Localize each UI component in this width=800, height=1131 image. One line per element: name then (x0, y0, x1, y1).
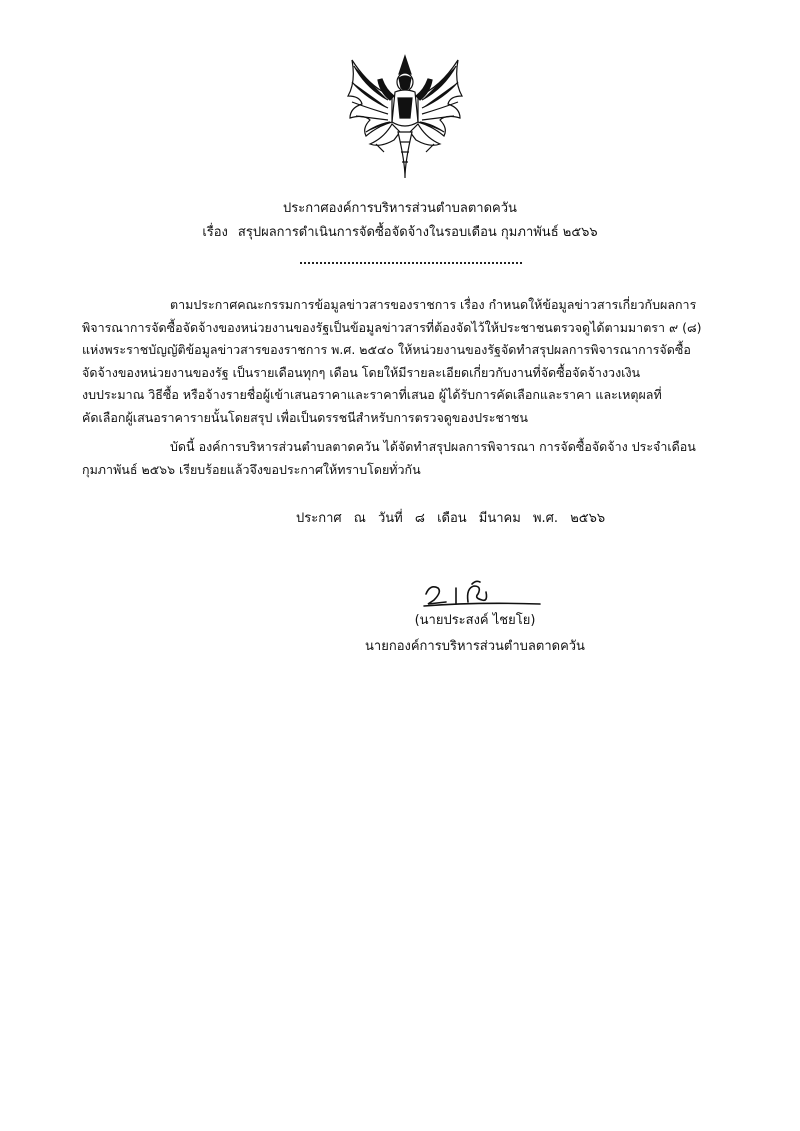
signer-position: นายกองค์การบริหารส่วนตำบลตาดควัน (365, 639, 585, 654)
paragraph-2-line: บัดนี้ องค์การบริหารส่วนตำบลตาดควัน ได้จัดทำสรุปผลการพิจารณา การจัดซื้อจัดจ้าง ประจำเดือน (170, 439, 696, 454)
subject-text: สรุปผลการดำเนินการจัดซื้อจัดจ้างในรอบเดือน กุมภาพันธ์ ๒๕๖๖ (237, 225, 598, 240)
paragraph-1-line: จัดจ้างของหน่วยงานของรัฐ เป็นรายเดือนทุกๆ เดือน โดยให้มีรายละเอียดเกี่ยวกับงานที่จัดซื้อจัดจ้างวงเงิน (82, 364, 641, 380)
paragraph-1-line: คัดเลือกผู้เสนอราคารายนั้นโดยสรุป เพื่อเป็นดรรชนีสำหรับการตรวจดูของประชาชน (82, 409, 528, 425)
given-month: มีนาคม (478, 511, 521, 526)
given-prefix: ประกาศ (296, 511, 342, 526)
paragraph-1 (82, 294, 742, 429)
paragraph-2-line: กุมภาพันธ์ ๒๕๖๖ เรียบร้อยแล้วจึงขอประกาศให้ทราบโดยทั่วกัน (82, 461, 421, 477)
given-day: ๘ (414, 511, 425, 526)
dotted-divider (300, 262, 522, 264)
paragraph-1-line: พิจารณาการจัดซื้อจัดจ้างของหน่วยงานของรัฐเป็นข้อมูลข่าวสารที่ต้องจัดไว้ให้ประชาชนตรวจดูได้ตามมาตรา ๙ (๘) (82, 319, 702, 335)
announcement-title: ประกาศองค์การบริหารส่วนตำบลตาดควัน (283, 201, 517, 216)
given-day-label: วันที่ (377, 511, 403, 526)
signer-name: (นายประสงค์ ไชยโย) (414, 613, 536, 628)
paragraph-1-line: แห่งพระราชบัญญัติข้อมูลข่าวสารของราชการ พ.ศ. ๒๕๔๐ ให้หน่วยงานของรัฐจัดทำสรุปผลการพิจารณาการจัดซื้อ (82, 342, 691, 357)
paragraph-1-line: ตามประกาศคณะกรรมการข้อมูลข่าวสารของราชการ เรื่อง กำหนดให้ข้อมูลข่าวสารเกี่ยวกับผลการ (170, 297, 697, 312)
given-at: ณ (353, 511, 366, 526)
given-month-label: เดือน (437, 511, 467, 526)
given-date-line (296, 508, 613, 530)
subject-label: เรื่อง (202, 225, 228, 240)
given-year-label: พ.ศ. (532, 511, 559, 526)
given-year: ๒๕๖๖ (570, 511, 606, 526)
paragraph-1-line: งบประมาณ วิธีซื้อ หรือจ้างรายชื่อผู้เข้าเสนอราคาและราคาที่เสนอ ผู้ได้รับการคัดเลือกและราคา และเหตุผลที่ (82, 387, 662, 402)
handwritten-signature (416, 578, 546, 612)
garuda-emblem (340, 52, 470, 182)
announcement-subject (0, 222, 800, 244)
paragraph-2 (82, 436, 742, 481)
